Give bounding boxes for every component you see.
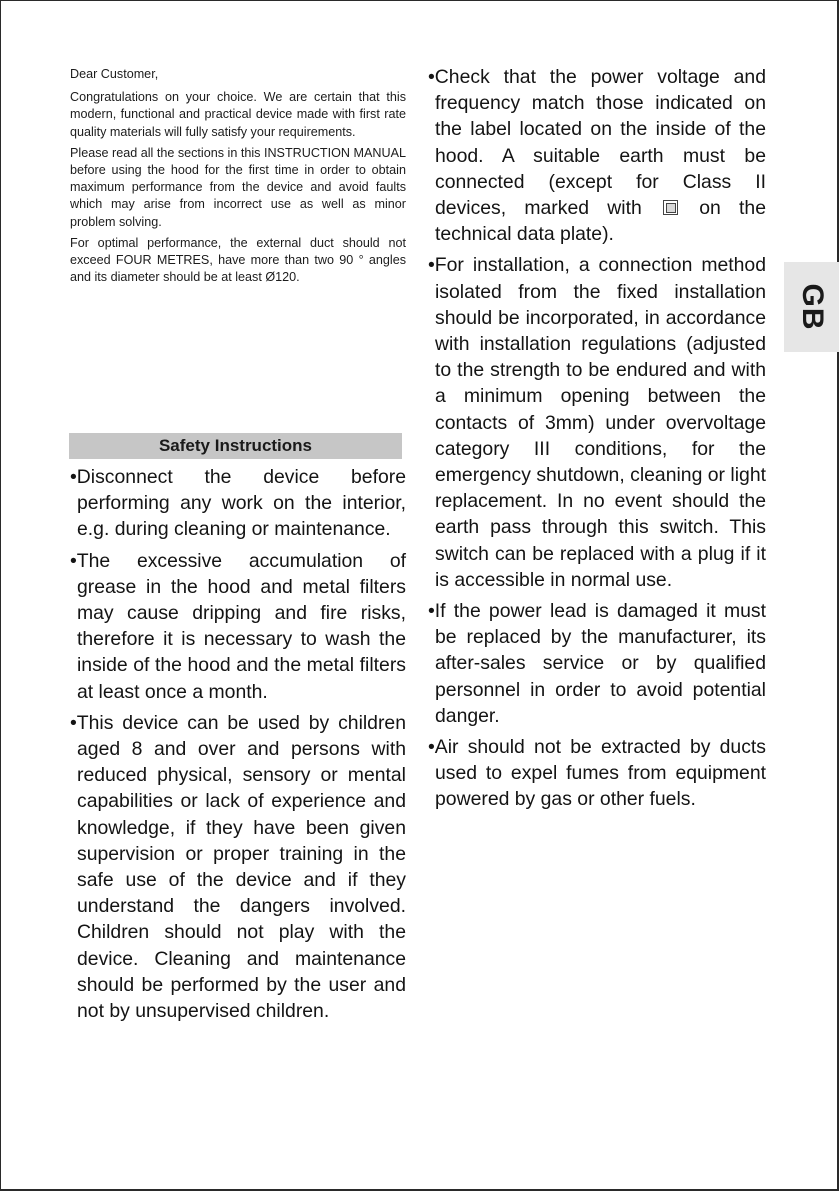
safety-item-installation: •For installation, a connection method isolated from the fixed installation should be incorporated, in accordance with installation regulations (adjusted to the strength to be endured and with a minimum opening between the contacts of 3mm) under overvoltage category III conditions, for the emergency shutdown, cleaning or light replacement. In no event should the earth pass through this switch. This switch can be replaced with a plug if it is accessible in normal use.: [428, 254, 766, 591]
bullet: •: [428, 600, 435, 623]
safety-item-grease: •The excessive accumulation of grease in the hood and metal filters may cause dripping and fire risks, therefore it is necessary to wash the inside of the hood and the metal filters at least once a month.: [70, 549, 406, 703]
intro-paragraph-duct: For optimal performance, the external duct should not exceed FOUR METRES, have more than two 90 ° angles and its diameter should be at least Ø120.: [70, 235, 406, 285]
safety-instructions-header: Safety Instructions: [69, 433, 402, 459]
safety-item-air-extraction: •Air should not be extracted by ducts used to expel fumes from equipment powered by gas or other fuels.: [428, 736, 766, 811]
bullet: •: [70, 466, 77, 488]
bullet: •: [428, 254, 435, 277]
safety-item-power-lead: •If the power lead is damaged it must be replaced by the manufacturer, its after-sales service or by qualified personnel in order to avoid potential danger.: [428, 600, 766, 727]
intro-paragraph-congratulations: Congratulations on your choice. We are certain that this modern, functional and practical device made with first rate quality materials will fully satisfy your requirements.: [70, 90, 406, 139]
language-tab-gb: [784, 262, 839, 352]
class-ii-double-insulation-icon: [663, 200, 678, 215]
safety-list-right: [428, 64, 766, 818]
language-tab-label: GB: [795, 283, 829, 331]
bullet: •: [428, 66, 435, 88]
bullet: •: [70, 549, 77, 572]
safety-item-disconnect: •Disconnect the device before performing any work on the interior, e.g. during cleaning or maintenance.: [70, 466, 406, 541]
greeting: Dear Customer,: [70, 67, 159, 81]
bullet: •: [70, 711, 77, 734]
safety-item-voltage: •Check that the power voltage and frequency match those indicated on the label located on the inside of the hood. A suitable earth must be connected (except for Class II devices, marked with on the technical data plate).: [428, 66, 766, 246]
safety-list-left: [70, 464, 406, 1029]
safety-item-children: •This device can be used by children aged 8 and over and persons with reduced physical, sensory or mental capabilities or lack of experience and knowledge, if they have been given supervision or proper training in the safe use of the device and if they understand the dangers involved. Children should not play with the device. Cleaning and maintenance should be performed by the user and not by unsupervised children.: [70, 711, 406, 1023]
bullet: •: [428, 736, 435, 759]
intro-section: [70, 66, 406, 290]
intro-paragraph-read-manual: Please read all the sections in this INSTRUCTION MANUAL before using the hood for the first time in order to obtain maximum performance from the device and avoid faults which may arise from incorrect use as well as minor problem solving.: [70, 145, 406, 229]
